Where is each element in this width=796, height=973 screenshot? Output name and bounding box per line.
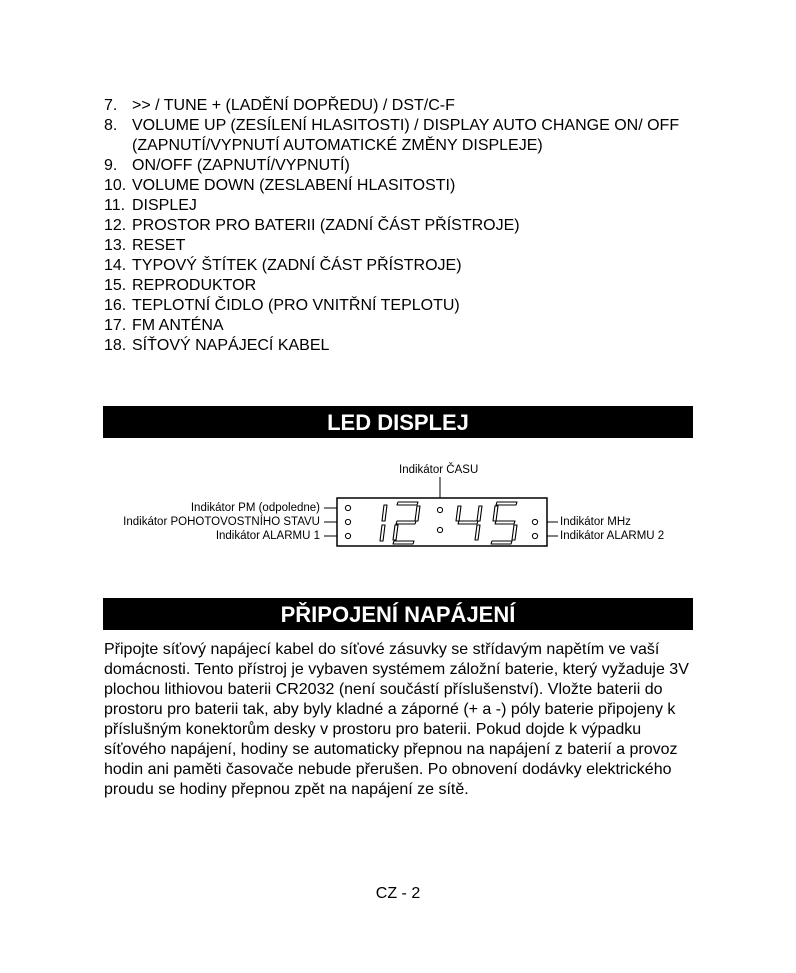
led-display-drawing [0,455,796,565]
item-number: 14. [104,257,127,274]
item-number: 9. [104,157,118,174]
alarm2-indicator-dot [532,533,537,538]
standby-indicator-label: Indikátor POHOTOVOSTNÍHO STAVU [123,516,320,528]
power-instructions-paragraph: Připojte síťový napájecí kabel do síťové zásuvky se střídavým napětím ve vaší domácnosti. Tento přístroj je vybaven systémem záložní baterie, který vyžaduje 3V plochou lithiovou baterii CR2032 (není součástí příslušenství). Vložte baterii do prostoru pro baterii tak, aby byly kladné a záporné (+ a -) póly baterie připojeny k příslušným konektorům desky v prostoru pro baterii. Pokud dojde k výpadku síťového napájení, hodiny se automaticky přepnou na napájení z baterií a provoz hodin ani paměti časovače nebude přerušen. Po obnovení dodávky elektrického proudu se hodiny přepnou zpět na napájení ze sítě. [104,641,689,798]
list-item [104,296,704,316]
list-item [104,276,704,296]
colon-top-dot [437,507,442,512]
led-display-diagram [0,455,796,565]
page-number: CZ - 2 [375,885,421,902]
item-text: RESET [132,237,186,254]
list-item [104,96,704,116]
item-text: SÍŤOVÝ NAPÁJECÍ KABEL [132,337,330,354]
mhz-indicator-label: Indikátor MHz [560,516,631,528]
mhz-indicator-dot [532,519,537,524]
item-number: 10. [104,177,127,194]
list-item [104,116,704,156]
item-text: REPRODUKTOR [132,277,257,294]
item-number: 15. [104,277,127,294]
item-text: PROSTOR PRO BATERII (ZADNÍ ČÁST PŘÍSTROJE) [132,217,520,234]
item-text: >> / TUNE + (LADĚNÍ DOPŘEDU) / DST/C-F [132,97,455,114]
parts-list [104,96,704,356]
item-number: 12. [104,217,127,234]
item-text: TYPOVÝ ŠTÍTEK (ZADNÍ ČÁST PŘÍSTROJE) [132,257,462,274]
item-text: VOLUME UP (ZESÍLENÍ HLASITOSTI) / DISPLAY AUTO CHANGE ON/ OFF (ZAPNUTÍ/VYPNUTÍ AUTOMATICKÉ ZMĚNY DISPLEJE) [132,117,680,154]
item-text: VOLUME DOWN (ZESLABENÍ HLASITOSTI) [132,177,456,194]
item-number: 11. [104,197,126,214]
standby-indicator-dot [345,519,350,524]
item-text: TEPLOTNÍ ČIDLO (PRO VNITŘNÍ TEPLOTU) [132,297,460,314]
list-item [104,236,704,256]
list-item [104,256,704,276]
colon-bottom-dot [437,527,442,532]
item-number: 8. [104,117,118,134]
pm-indicator-dot [345,505,350,510]
list-item [104,316,704,336]
time-indicator-label: Indikátor ČASU [399,464,479,476]
alarm2-indicator-label: Indikátor ALARMU 2 [560,530,665,542]
pm-indicator-label: Indikátor PM (odpoledne) [190,502,320,514]
item-number: 18. [104,337,127,354]
item-text: DISPLEJ [132,197,197,214]
item-number: 17. [104,317,127,334]
item-number: 13. [104,237,127,254]
list-item [104,196,704,216]
list-item [104,336,704,356]
alarm1-indicator-dot [345,533,350,538]
item-number: 7. [104,97,118,114]
led-display-heading: LED DISPLEJ [103,406,693,438]
power-connection-heading: PŘIPOJENÍ NAPÁJENÍ [103,598,693,630]
list-item [104,156,704,176]
list-item [104,176,704,196]
item-text: ON/OFF (ZAPNUTÍ/VYPNUTÍ) [132,157,350,174]
item-number: 16. [104,297,127,314]
item-text: FM ANTÉNA [132,317,224,334]
list-item [104,216,704,236]
alarm1-indicator-label: Indikátor ALARMU 1 [215,530,320,542]
